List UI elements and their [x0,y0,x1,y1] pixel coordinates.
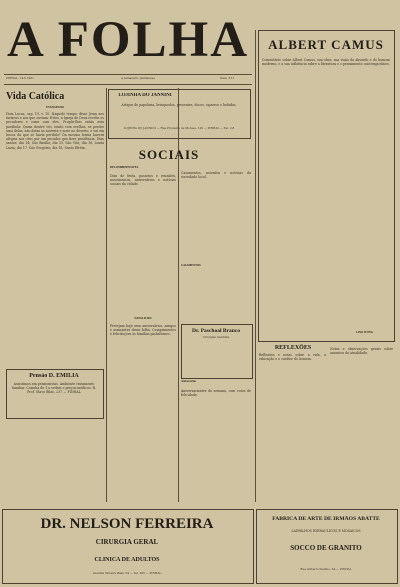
masthead-title: A FOLHA [6,12,250,68]
center-text-c: Casamentos, noivados e notícias da sociedade local. [181,171,251,180]
clinic-title-2: CLINICA DE ADULTOS [94,557,160,563]
nelson-title: DR. NELSON FERREIRA [40,516,214,532]
vida-subtitle: EVANGELHO [46,106,64,109]
right-text-a: Reflexões e notas sobre a vida, a educação e o caráter do homem. [259,353,326,362]
albert-text: Comentário sobre Albert Camus, sua obra, sua visão do absurdo e do homem moderno, e a sua influência sobre a literatura e o pensamento contemporâneo. [262,58,390,67]
column-divider-3 [255,30,256,502]
factory-sub: LADRILHOS HIDRÁULICOS E MOSAICOS [291,529,361,533]
pensao-title: Pensão D. EMILIA [29,373,79,379]
masthead-rule-top [4,74,252,75]
factory-address: Rua Gilberto Paulino, 54 — PINHAL [300,568,352,571]
masthead-edition: PINHAL, 14-6-1961 [6,77,34,80]
vida-title: Vida Católica [6,91,65,102]
loja-footer: LOJINHA DO JANNINI — Rua Prudente de Moraes, 126 — PINHAL — Tel. 2.8 [123,127,235,130]
doctor-sub: Cirurgião Dentista [202,336,230,339]
clinic-title: CIRURGIA GERAL [95,538,159,546]
factory-line: SOCCO DE GRANITO [290,544,362,552]
sociais-subtitle: DECOMPREENSIVEL [110,166,139,169]
reflexoes-title: REFLEXÕES [274,345,312,351]
loja-title: LOJINHA DO JANNINI [118,93,172,98]
center-text-b: Festejam hoje seus aniversários, amigos e assinantes desta folha. Cumprimentos e felicitações às famílias pinhalenses. [110,324,176,337]
loja-text: Artigos de papelaria, brinquedos, presentes, doces, cigarros e bebidas. [121,103,237,107]
sociais-title: SOCIAIS [138,147,200,162]
factory-title: FABRICA DE ARTE DE IRMÃOS ABATTE [272,516,380,522]
aniversarios-title: Aniversários [181,380,197,383]
natalicios-title: NATALICIOS [134,317,152,320]
masthead-rule-bottom [4,84,252,85]
masthead-issue: Num. 611 [220,77,235,80]
column-divider-1 [106,88,107,502]
casamentos-title: CASAMENTOS [181,264,201,267]
right-text-b: Notas e observações gerais sobre assuntos da atualidade. [330,347,393,356]
albert-title: ALBERT CAMUS [268,37,384,52]
vida-text: Dom Lucas, cap. 19, v. 10. Naquele tempo, disse Jesus aos fariseus e aos que ouviam: Estes, a Igreja de Deus recebe os pecadores e come com eles. Propôs-lhes então esta parábola: Quem dentre vós, tendo cem ovelhas, se perder uma delas, não deixa as noventa e nove no deserto, e vai em busca da que se havia perdido? Da mesma forma haverá alegria nos céus por um pecador que fizer penitência. Dias santos: dia 14, São Basílio; dia 15, São Vito; dia 16, Santa Luzia; dia 17, São Gregório; dia 18, Santo Efrém. [6,112,104,150]
center-text-a: Dias de festa, passeios e reuniões, nascimentos, aniversários e notícias sociais da cidade. [110,174,176,187]
albert-author: LINO WONG [356,331,373,334]
doctor-name: Dr. Paschoal Branco [192,328,240,334]
nelson-address: Avenida Oliveira Bass, 64 — Tel. 365 — PINHAL [92,572,162,575]
pensao-text: Assistimos em pensionistas. Ambiente tratamento familiar. Cozinha de 1.a ordem e preços módicos. R. Prof. Olavo Bilac, 237 — PINHAL [11,382,97,395]
masthead-subtitle: A semanário pinhalense [121,77,155,80]
center-text-d: Aniversariantes da semana, com votos de felicidade. [181,389,251,398]
